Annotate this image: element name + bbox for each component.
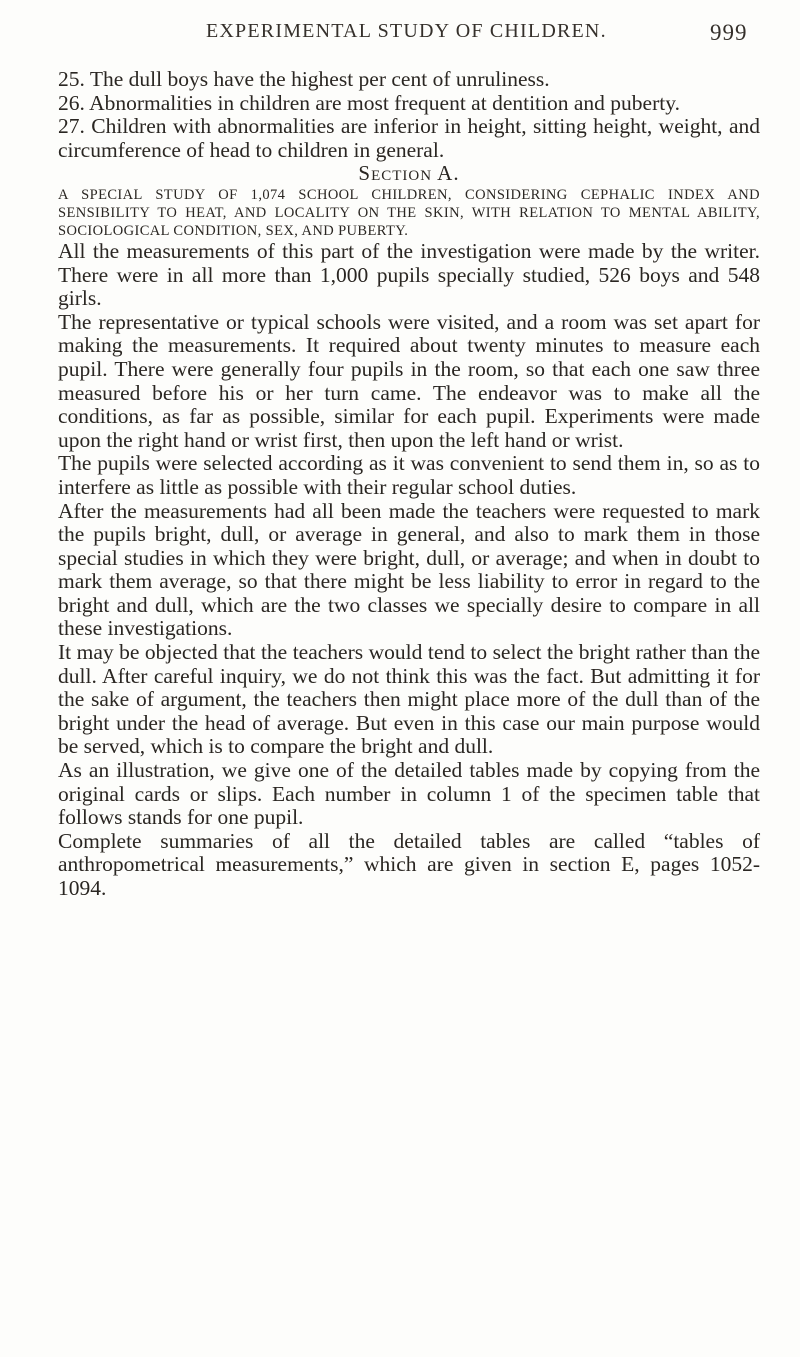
body-paragraph-4: After the measurements had all been made the teachers were requested to mark the pupils bright, dull, or average in general, and also to mark them in those special studies in which they were bright, dull, or average; and when in doubt to mark them average, so that there might be less liability to error in regard to the bright and dull, which are the two classes we specially desire to compare in all these investigations. [58,498,760,641]
page-number: 999 [710,20,748,45]
body-paragraph-3: The pupils were selected according as it was convenient to send them in, so as to interfere as little as possible with their regular school duties. [58,451,760,499]
page-body [58,68,760,901]
section-subheading: A SPECIAL STUDY OF 1,074 SCHOOL CHILDREN, CONSIDERING CEPHALIC INDEX AND SENSIBILITY TO HEAT, AND LOCALITY ON THE SKIN, WITH RELATION TO MENTAL ABILITY, SOCIOLOGICAL CONDITION, SEX, AND PUBERTY. [58,186,760,239]
running-head [0,20,800,50]
body-paragraph-5: It may be objected that the teachers would tend to select the bright rather than the dull. After careful inquiry, we do not think this was the fact. But admitting it for the sake of argument, the teachers then might place more of the dull than of the bright under the head of average. But even in this case our main purpose would be served, which is to compare the bright and dull. [58,640,760,759]
body-paragraph-1: All the measurements of this part of the investigation were made by the writer. There were in all more than 1,000 pupils specially studied, 526 boys and 548 girls. [58,238,760,311]
body-paragraph-6: As an illustration, we give one of the detailed tables made by copying from the original cards or slips. Each number in column 1 of the specimen table that follows stands for one pupil. [58,758,760,830]
finding-27: 27. Children with abnormalities are inferior in height, sitting height, weight, and circumference of head to children in general. [58,114,760,162]
body-paragraph-2: The representative or typical schools were visited, and a room was set apart for making the measurements. It required about twenty minutes to measure each pupil. There were generally four pupils in the room, so that each one saw three measured before his or her turn came. The endeavor was to make all the conditions, as far as possible, similar for each pupil. Experiments were made upon the right hand or wrist first, then upon the left hand or wrist. [58,309,760,452]
body-paragraph-7: Complete summaries of all the detailed tables are called “tables of anthropometrical measurements,” which are given in section E, pages 1052-1094. [58,828,760,900]
finding-26: 26. Abnormalities in children are most frequent at dentition and puberty. [58,90,680,115]
running-title: EXPERIMENTAL STUDY OF CHILDREN. [206,20,607,42]
finding-25: 25. The dull boys have the highest per cent of unruliness. [58,67,550,91]
section-heading: Section A. [358,161,460,186]
